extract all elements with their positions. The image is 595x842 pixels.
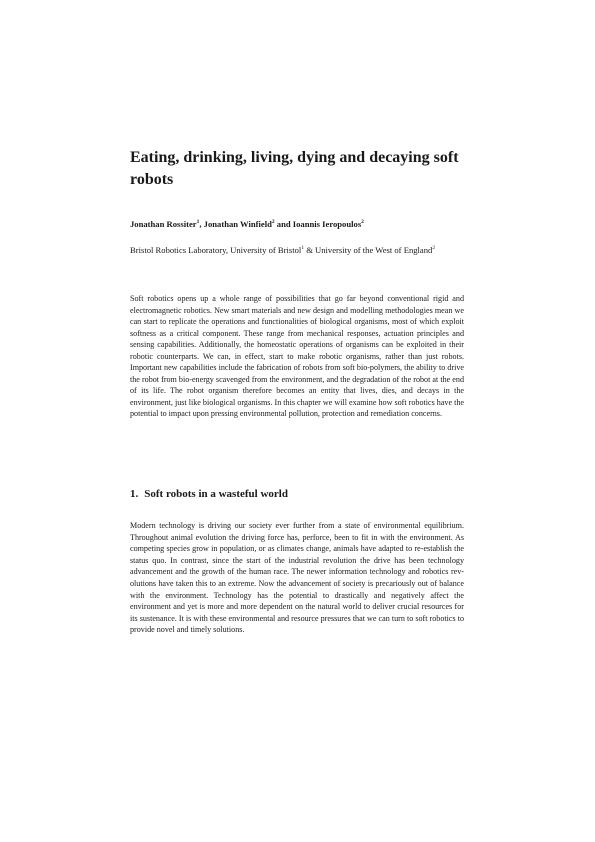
paper-title: Eating, drinking, living, dying and decaying soft robots [130,149,459,188]
affiliation [130,244,466,256]
author-name: Jonathan Rossiter [130,219,197,229]
section-body: Modern technology is driving our society ever further from a state of environmental equilibrium. Throughout animal evolution the driving force has, perforce, been to fit in with the environment. As competing species grow in population, or as climates change, animals have adapted to re-establish the status quo. In contrast, since the start of the industrial revolution the drive has been technology advancement and the growth of the human race. The newer information technology and robotics revolutions have taken this to an extreme. Now the advancement of society is precariously out of balance with the environment. Technology has the potential to drastically and negatively affect the environment and yet is more and more dependent on the natural world to deliver crucial resources for its sustenance. It is with these environmental and resource pressures that we can turn to soft robotics to provide novel and timely solutions. [130,521,464,635]
affiliation-part-1: Bristol Robotics Laboratory, University of Bristol [130,245,302,255]
section-number: 1. [130,488,139,500]
section-heading [130,487,470,501]
affiliation-mark-1: 1 [301,245,305,252]
abstract: Soft robotics opens up a whole range of possibilities that go far beyond conventional rigid and electromagnetic robotics. New smart materials and new design and modelling methodologies mean we can start to replicate the operations and functionalities of biological organisms, most of which exploit softness as a critical component. These range from mechanical responses, actuation principles and sensing capabilities. Additionally, the homeostatic operations of organisms can be exploited in their robotic counterparts. We can, in effect, start to make robotic organisms, rather than just robots. Important new capabilities include the fabrication of robots from soft bio-polymers, the ability to drive the robot from bio-energy scavenged from the environment, and the degradation of the robot at the end of its life. The robot organism therefore becomes an entity that lives, dies, and decays in the environment, just like biological organisms. In this chapter we will examine how soft robotics have the potential to impact upon pressing environmental pollution, protection and remediation concerns. [130,294,464,419]
author-affiliation-mark: 2 [361,219,364,226]
author-separator: and [274,219,293,229]
affiliation-part-2: & University of the West of England [304,245,433,255]
section-title: Soft robots in a wasteful world [144,488,288,500]
author-affiliation-mark: 2 [271,219,275,226]
author-affiliation-mark: 1 [196,219,200,226]
author-separator: , [199,219,204,229]
author-list [130,218,470,230]
author-name: Jonathan Winfield [203,219,272,229]
affiliation-mark-2: 2 [432,245,436,252]
author-name: Ioannis Ieropoulos [292,219,362,229]
